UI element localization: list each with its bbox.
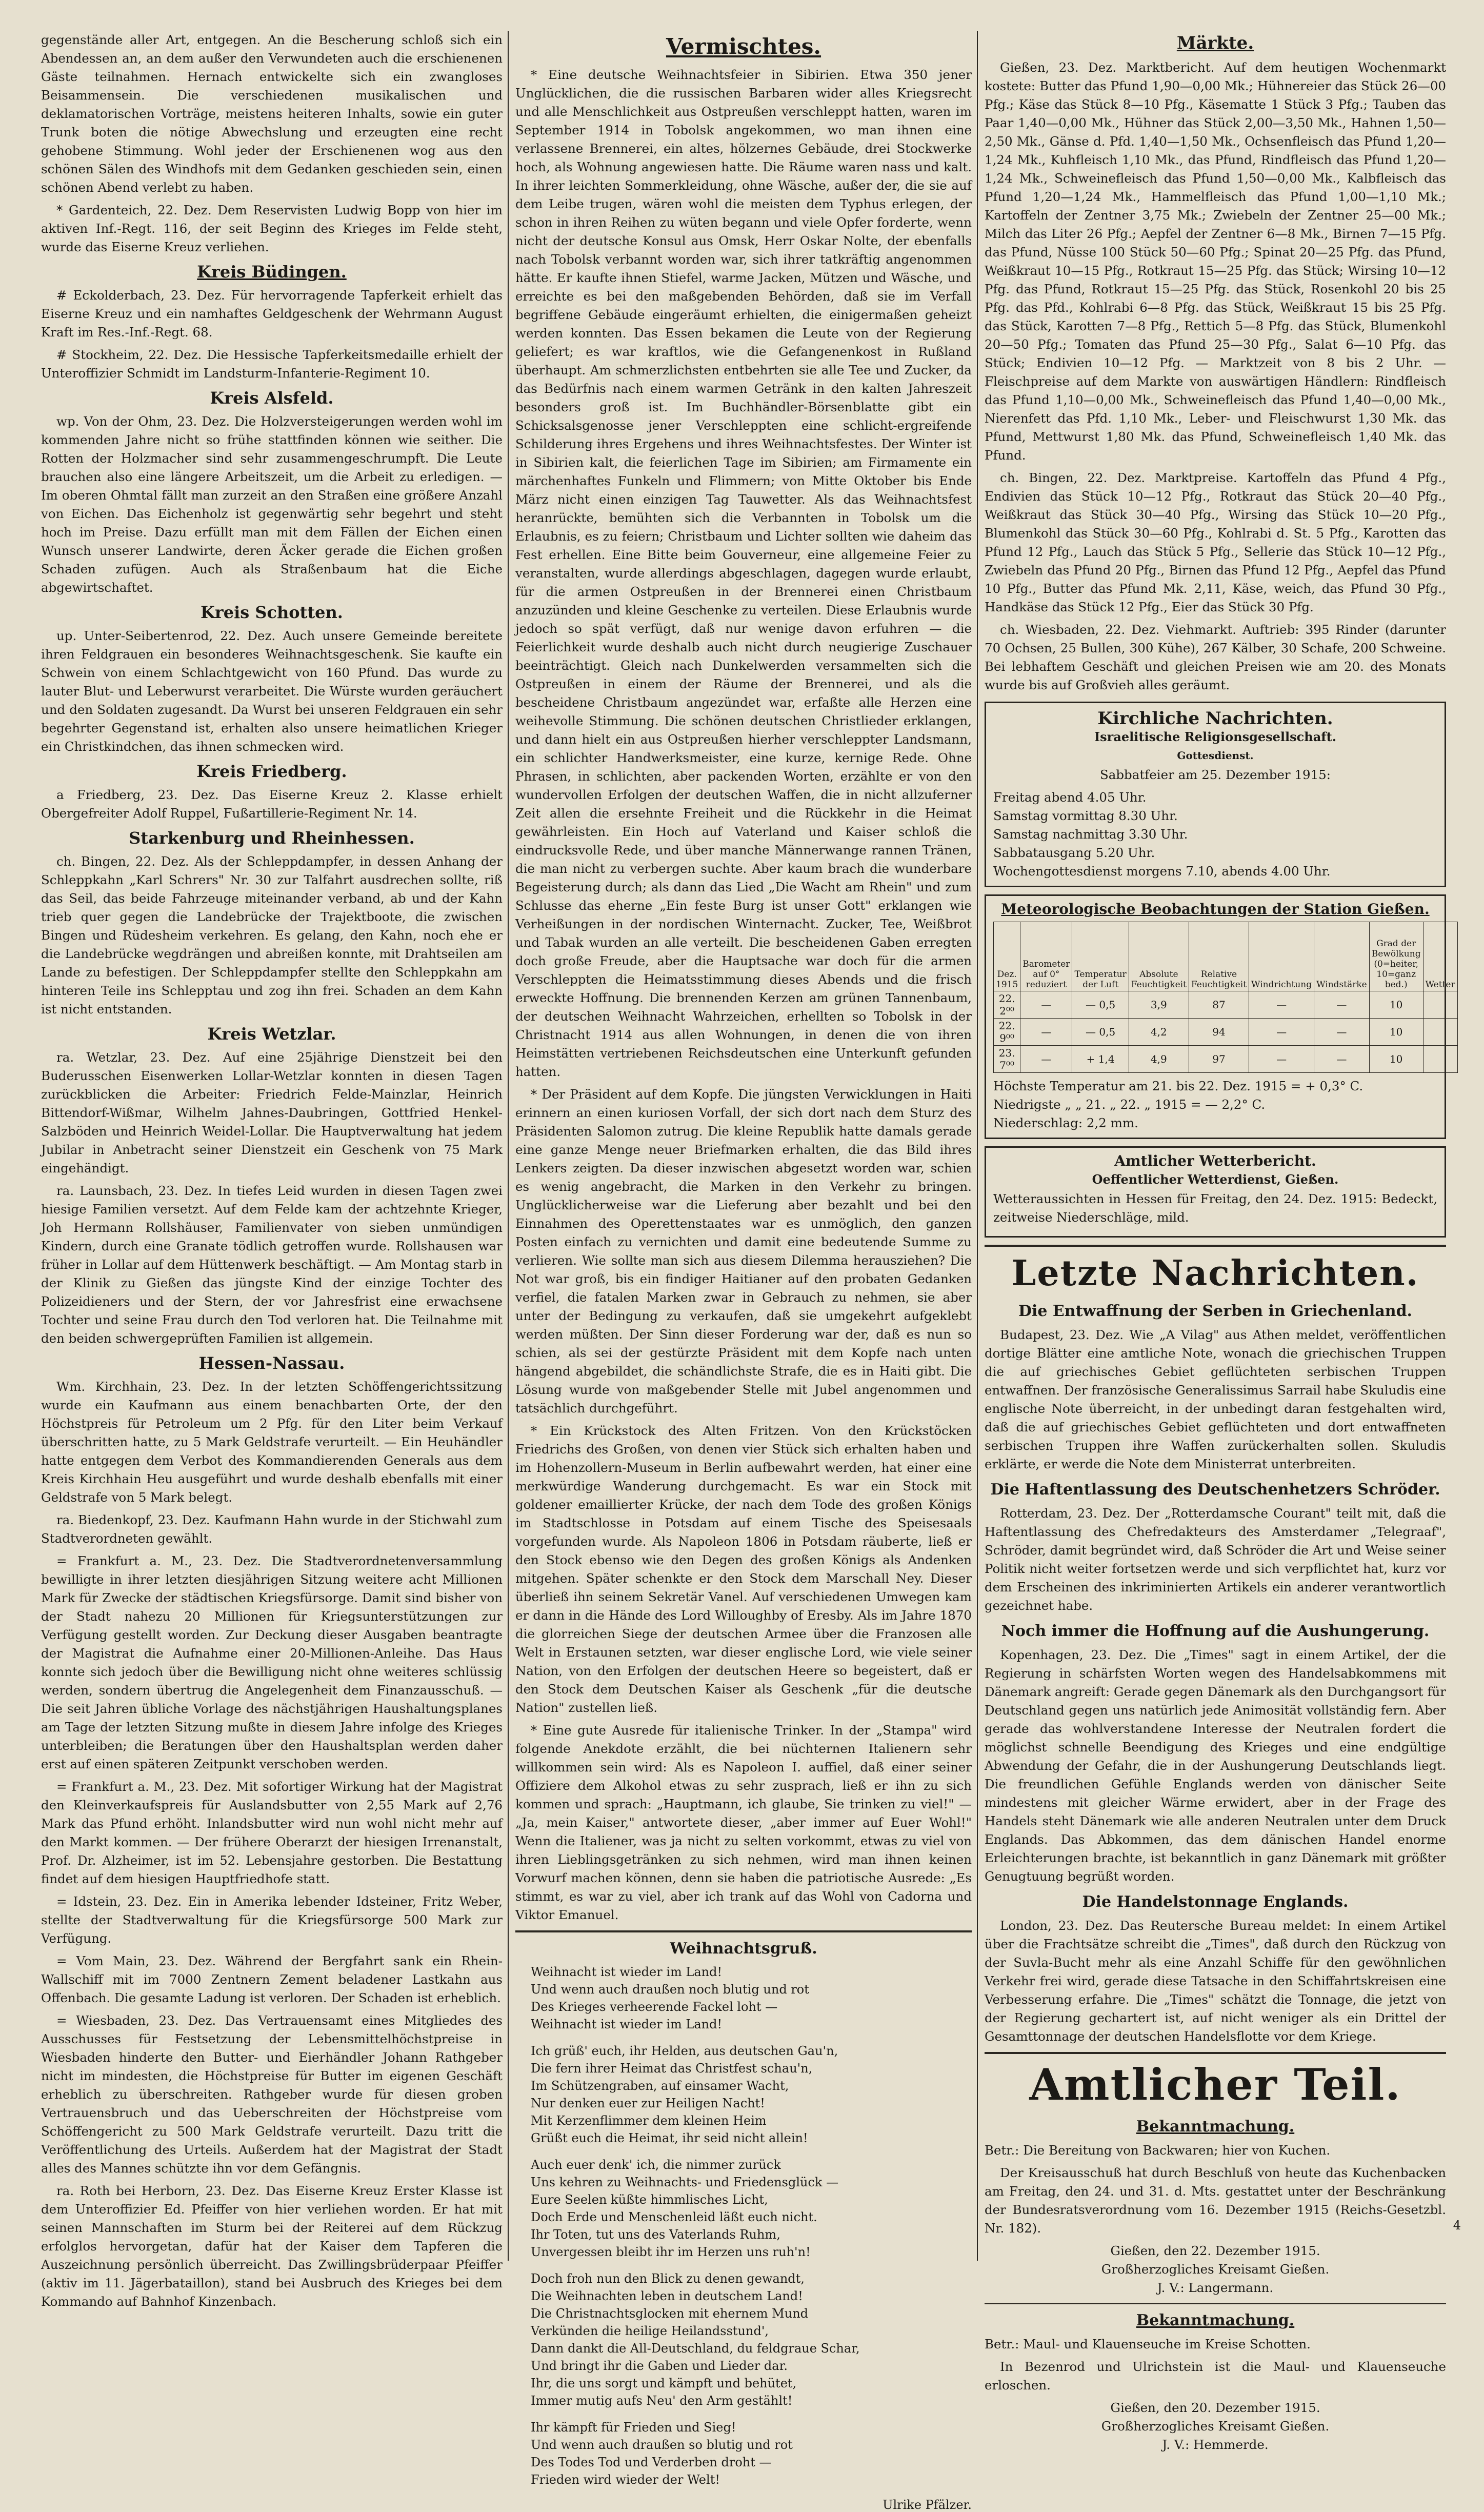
table-cell: — xyxy=(1314,991,1370,1019)
table-cell: — xyxy=(1020,1019,1072,1046)
met-header: Temperatur der Luft xyxy=(1072,922,1129,991)
poem-line: Im Schützengraben, auf einsamer Wacht, xyxy=(531,2079,789,2093)
news-text: Budapest, 23. Dez. Wie „A Vilag" aus Athen meldet, veröffentlichen dortige Blätter eine amtliche Note, wonach die griechischen Truppen die auf griechisches Gebiet geflüchteten serbischen Truppen entwaffnen. Der französische Generalissimus Sarrail habe Skuludis eine englische Note überreicht, in der unbedingt daran festgehalten wird, daß die auf griechisches Gebiet geflüchteten und dort entwaffneten serbischen Truppen ihre Waffen zurückerhalten sollen. Skuludis erklärte, er werde die Note dem Ministerrat unterbreiten. xyxy=(985,1327,1446,1471)
table-cell: + 1,4 xyxy=(1072,1046,1129,1073)
news-heading: Die Entwaffnung der Serben in Griechenland. xyxy=(1018,1302,1413,1320)
poem-line: Ihr Toten, tut uns des Vaterlands Ruhm, xyxy=(531,2227,780,2242)
section-heading: Kreis Büdingen. xyxy=(197,262,347,282)
article-paragraph: * Eine gute Ausrede für italienische Trinker. In der „Stampa" wird folgende Anekdote erzählt, die bei nüchternen Italienern sehr willkommen sein wird: Als es Napoleon I. auffiel, daß einer seiner Offiziere dem Alkohol etwas zu sehr zusprach, ließ er ihn zu sich kommen und sprach: „Hauptmann, ich glaube, Sie trinken zu viel!" — „Ja, mein Kaiser," antwortete dieser, „aber immer auf Euer Wohl!" Wenn die Italiener, was ja nicht zu selten vorkommt, etwas zu viel von ihren Lieblingsgetränken zu sich nehmen, wird man ihnen keinen Vorwurf machen können, denn sie haben die patriotische Ausrede: „Es stimmt, es war zu viel, aber ich trank auf das Wohl von Cadorna und Viktor Emanuel. xyxy=(515,1723,972,1922)
table-cell: — 0,5 xyxy=(1072,991,1129,1019)
table-row xyxy=(994,991,1458,1019)
poem-line: Die Weihnachten leben in deutschem Land! xyxy=(531,2289,803,2303)
table-cell: 10 xyxy=(1369,991,1423,1019)
poem-author: Ulrike Pfälzer. xyxy=(883,2498,972,2512)
table-cell: 97 xyxy=(1189,1046,1249,1073)
table-cell: 10 xyxy=(1369,1046,1423,1073)
wetter-text: Wetteraussichten in Hessen für Freitag, den 24. Dez. 1915: Bedeckt, zeitweise Niederschläge, mild. xyxy=(993,1191,1437,1225)
wetter-heading: Amtlicher Wetterbericht. xyxy=(1114,1152,1316,1169)
table-cell: — 0,5 xyxy=(1072,1019,1129,1046)
table-cell: — xyxy=(1314,1019,1370,1046)
article-paragraph: wp. Von der Ohm, 23. Dez. Die Holzversteigerungen werden wohl im kommenden Jahre nicht so frühe stattfinden können wie seither. Die Rotten der Holzmacher sind sehr zusammengeschrumpft. Die Leute brauchen also eine längere Arbeitszeit, um die Arbeit zu erledigen. — Im oberen Ohmtal fällt man zurzeit an den Straßen eine größere Anzahl von Eichen. Das Eichenholz ist gegenwärtig sehr begehrt und steht hoch im Preise. Dazu erfüllt man mit dem Fällen der Eichen einen Wunsch unserer Landwirte, deren Äcker gerade die Eichen großen Schaden zufügen. Auch als Straßenbaum hat die Eiche abgewirtschaftet. xyxy=(41,414,503,595)
table-cell: — xyxy=(1314,1046,1370,1073)
table-row xyxy=(994,1019,1458,1046)
article-paragraph: # Eckolderbach, 23. Dez. Für hervorragende Tapferkeit erhielt das Eiserne Kreuz und ein namhaftes Geldgeschenk der Wehrmann August Kraft im Res.-Inf.-Regt. 68. xyxy=(41,288,503,340)
maerkte-heading: Märkte. xyxy=(1176,33,1254,53)
divider xyxy=(985,2052,1446,2054)
table-cell: 94 xyxy=(1189,1019,1249,1046)
article-paragraph: Wm. Kirchhain, 23. Dez. In der letzten Schöffengerichtssitzung wurde ein Kaufmann aus einem benachbarten Orte, der den Höchstpreis für Petroleum um 2 Pfg. für den Liter beim Verkauf überschritten hatte, zu 5 Mark Geldstrafe verurteilt. — Ein Heuhändler hatte entgegen dem Verbot des Kommandierenden Generals aus dem Kreis Kirchhain Heu ausgeführt und wurde deshalb ebenfalls mit einer Geldstrafe von 5 Mark belegt. xyxy=(41,1379,503,1505)
poem-line: Und bringt ihr die Gaben und Lieder dar. xyxy=(531,2359,788,2373)
article-paragraph: ra. Wetzlar, 23. Dez. Auf eine 25jährige Dienstzeit bei den Buderusschen Eisenwerken Lollar-Wetzlar konnten in diesen Tagen zurückblicken die Arbeiter: Friedrich Felde-Mainzlar, Heinrich Bittendorf-Wißmar, Wilhelm Jahnes-Daubringen, Gottfried Henkel-Salzböden und Heinrich Weidel-Lollar. Die Hauptverwaltung hat jedem Jubilar in Anbetracht seiner Dienstzeit ein Geschenk von 75 Mark eingehändigt. xyxy=(41,1050,503,1175)
table-cell: 4,9 xyxy=(1129,1046,1189,1073)
poem-line: Ihr kämpft für Frieden und Sieg! xyxy=(531,2420,736,2435)
service-line: Sabbatausgang 5.20 Uhr. xyxy=(993,845,1155,860)
poem-line: Und wenn auch draußen noch blutig und rot xyxy=(531,1982,809,1997)
table-cell: 22. 2⁰⁰ xyxy=(994,991,1020,1019)
article-paragraph: ch. Wiesbaden, 22. Dez. Viehmarkt. Auftrieb: 395 Rinder (darunter 70 Ochsen, 25 Bullen, 300 Kühe), 267 Kälber, 30 Schafe, 200 Schweine. Bei lebhaftem Geschäft und gleichen Preisen wie am 20. des Monats wurde bis auf Großvieh alles geräumt. xyxy=(985,622,1446,692)
poem-stanza xyxy=(531,2042,972,2147)
news-text: Rotterdam, 23. Dez. Der „Rotterdamsche Courant" teilt mit, daß die Haftentlassung des Chefredakteurs des Amsterdamer „Telegraaf", Schröder, damit begründet wird, daß Schröder die Art und Weise seiner Politik nicht weiter fortsetzen werde und sich verpflichtet hat, kurz vor dem Erscheinen des inkriminierten Artikels ein anderer verantwortlich gezeichnet habe. xyxy=(985,1506,1446,1613)
poem-line: Doch froh nun den Blick zu denen gewandt, xyxy=(531,2271,805,2286)
poem-line: Des Krieges verheerende Fackel loht — xyxy=(531,2000,778,2014)
kirchliche-heading: Kirchliche Nachrichten. xyxy=(1097,708,1333,729)
met-footer-line: Höchste Temperatur am 21. bis 22. Dez. 1915 = + 0,3° C. xyxy=(993,1079,1363,1093)
table-row xyxy=(994,1046,1458,1073)
table-cell: — xyxy=(1020,1046,1072,1073)
section-heading: Hessen-Nassau. xyxy=(198,1353,345,1373)
wetterbericht-box xyxy=(985,1146,1446,1238)
article-paragraph: * Gardenteich, 22. Dez. Dem Reservisten Ludwig Bopp von hier im aktiven Inf.-Regt. 116, der seit Beginn des Krieges im Felde steht, wurde das Eiserne Kreuz verliehen. xyxy=(41,203,503,254)
poem-line: Mit Kerzenflimmer dem kleinen Heim xyxy=(531,2114,767,2128)
bekanntmachung-text: In Bezenrod und Ulrichstein ist die Maul- und Klauenseuche erloschen. xyxy=(985,2359,1446,2393)
bekanntmachung-heading: Bekanntmachung. xyxy=(1136,2118,1295,2136)
met-header: Dez. 1915 xyxy=(994,922,1020,991)
poem-line: Immer mutig aufs Neu' den Arm gestählt! xyxy=(531,2394,793,2408)
met-table xyxy=(993,922,1458,1073)
section-heading: Kreis Wetzlar. xyxy=(207,1024,336,1044)
bekanntmachung-heading: Bekanntmachung. xyxy=(1136,2311,1295,2329)
service-line: Sabbatfeier am 25. Dezember 1915: xyxy=(1099,767,1331,782)
poem-line: Doch Erde und Menschenleid läßt euch nicht. xyxy=(531,2210,817,2224)
poem-line: Grüßt euch die Heimat, ihr seid nicht allein! xyxy=(531,2131,808,2145)
divider xyxy=(985,1245,1446,1247)
met-header: Relative Feuchtigkeit xyxy=(1189,922,1249,991)
article-paragraph: * Ein Krückstock des Alten Fritzen. Von den Krückstöcken Friedrichs des Großen, von denen vier Stück sich erhalten haben und im Hohenzollern-Museum in Berlin aufbewahrt werden, hat einer eine merkwürdige Wanderung durchgemacht. Es war ein Stock mit goldener emaillierter Krücke, der nach dem Tode des großen Königs im Stadtschlosse in Potsdam auf einem Tische des Speisesaals vorgefunden wurde. Als Napoleon 1806 in Potsdam räuberte, ließ er den Stock ebenso wie den Degen des großen Königs als Andenken mitgehen. Später schenkte er den Stock dem Marschall Ney. Dieser überließ ihn seinem Sekretär Vanel. Auf verschiedenen Umwegen kam er dann in die Hände des Lord Willoughby of Eresby. Als im Jahre 1870 die glorreichen Siege der deutschen Armee über die Franzosen alle Welt in Erstaunen setzten, war dieser englische Lord, wie viele seiner Nation, von den Erfolgen der deutschen Heere so begeistert, daß er den Stock dem Deutschen Kaiser als Geschenk „für die deutsche Nation" zustellen ließ. xyxy=(515,1423,972,1715)
column-3 xyxy=(985,31,1455,2452)
amtlicher-teil-heading: Amtlicher Teil. xyxy=(1029,2059,1401,2110)
section-heading: Kreis Schotten. xyxy=(200,603,343,622)
bekanntmachung-signature: J. V.: Hemmerde. xyxy=(1162,2437,1269,2452)
poem-line: Unvergessen bleibt ihr im Herzen uns ruh'n! xyxy=(531,2245,811,2259)
table-cell xyxy=(1423,991,1457,1019)
divider xyxy=(985,2303,1446,2304)
kirchliche-subheading: Israelitische Religionsgesellschaft. xyxy=(1094,729,1337,744)
article-paragraph: a Friedberg, 23. Dez. Das Eiserne Kreuz 2. Klasse erhielt Obergefreiter Adolf Ruppel, Fußartillerie-Regiment Nr. 14. xyxy=(41,787,503,821)
poem-line: Und wenn auch draußen so blutig und rot xyxy=(531,2438,793,2452)
poem xyxy=(515,1939,972,2512)
article-paragraph: ch. Bingen, 22. Dez. Marktpreise. Kartoffeln das Pfund 4 Pfg., Endivien das Stück 10—12 Pfg., Rotkraut das Stück 20—40 Pfg., Weißkraut das Stück 30—40 Pfg., Wirsing das Stück 10—20 Pfg., Blumenkohl das Stück 30—60 Pfg., Kohlrabi d. St. 5 Pfg., Karotten das Pfund 12 Pfg., Lauch das Stück 5 Pfg., Sellerie das Stück 10—12 Pfg., Zwiebeln das Pfund 20 Pfg., Birnen das Pfund 12 Pfg., Aepfel das Pfund 10 Pfg., Butter das Pfund Mk. 2,11, Käse, weich, das Pfund 30 Pfg., Handkäse das Stück 12 Pfg., Eier das Stück 30 Pfg. xyxy=(985,470,1446,614)
poem-line: Des Todes Tod und Verderben droht — xyxy=(531,2455,772,2469)
bekanntmachung-text: Der Kreisausschuß hat durch Beschluß von heute das Kuchenbacken am Freitag, den 24. und 31. d. Mts. gestattet unter der Beschränkung der Bundesratsverordnung vom 16. Dezember 1915 (Reichs-Gesetzbl. Nr. 182). xyxy=(985,2165,1446,2236)
table-cell: — xyxy=(1020,991,1072,1019)
bekanntmachung-betr: Betr.: Maul- und Klauenseuche im Kreise Schotten. xyxy=(985,2337,1311,2351)
divider xyxy=(515,1930,972,1932)
table-cell: 10 xyxy=(1369,1019,1423,1046)
met-header: Wetter xyxy=(1423,922,1457,991)
table-cell: 22. 9⁰⁰ xyxy=(994,1019,1020,1046)
table-cell: — xyxy=(1249,1046,1314,1073)
article-paragraph: Gießen, 23. Dez. Marktbericht. Auf dem heutigen Wochenmarkt kostete: Butter das Pfund 1,90—0,00 Mk.; Hühnereier das Stück 26—00 Pfg.; Käse das Stück 8—10 Pfg., Käsematte 1 Stück 3 Pfg.; Tauben das Paar 1,40—0,00 Mk., Hühner das Stück 2,00—3,50 Mk., Hahnen 1,50—2,50 Mk., Gänse d. Pfd. 1,40—1,50 Mk., Ochsenfleisch das Pfund 1,20—1,24 Mk., Kuhfleisch 1,10 Mk., das Pfund, Rindfleisch das Pfund 1,20—1,24 Mk., Schweinefleisch das Pfund 1,50—0,00 Mk., Kalbfleisch das Pfund 1,20—1,24 Mk., Hammelfleisch das Pfund 1,00—1,10 Mk.; Kartoffeln der Zentner 3,75 Mk.; Zwiebeln der Zentner 25—00 Mk.; Milch das Liter 26 Pfg.; Aepfel der Zentner 6—8 Mk., Birnen 7—15 Pfg. das Pfund, Nüsse 100 Stück 50—60 Pfg.; Spinat 20—25 Pfg. das Pfund, Weißkraut 10—15 Pfg., Rotkraut 15—25 Pfg. das Stück; Wirsing 10—12 Pfg. das Pfund, Rotkraut 15—25 Pfg. das Stück, Rosenkohl 20 bis 25 Pfg. das Pfd., Kohlrabi 6—8 Pfg. das Stück, Weißkraut 15 bis 25 Pfg. das Stück, Karotten 7—8 Pfg., Rettich 5—8 Pfg. das Stück, Blumenkohl 20—50 Pfg.; Tomaten das Pfund 25—30 Pfg., Salat 6—10 Pfg. das Stück; Endivien 10—12 Pfg. — Marktzeit von 8 bis 2 Uhr. — Fleischpreise auf dem Markte von auswärtigen Händlern: Rindfleisch das Pfund 1,10—0,00 Mk., Schweinefleisch das Pfund 1,40—0,00 Mk., Nierenfett das Pfd. 1,10 Mk., Leber- und Fleischwurst 1,30 Mk. das Pfund, Mettwurst 1,80 Mk. das Pfund, Schweinefleisch 1,40 Mk. das Pfund. xyxy=(985,60,1446,463)
poem-line: Weihnacht ist wieder im Land! xyxy=(531,1965,723,1979)
article-paragraph: ra. Launsbach, 23. Dez. In tiefes Leid wurden in diesen Tagen zwei hiesige Familien versetzt. Auf dem Felde kam der achtzehnte Krieger, Joh Hermann Rollshäuser, Familienvater von sieben unmündigen Kindern, durch eine Granate tödlich getroffen wurde. Rollshausen war früher in Lollar auf dem Hüttenwerk beschäftigt. — Am Montag starb in der Klinik zu Gießen das jüngste Kind der einzige Tochter des Polizeidieners und der Stern, der vor Jahresfrist eine erwachsene Tochter und seine Frau durch den Tod verloren hat. Die Teilnahme mit den beiden schwergeprüften Familien ist allgemein. xyxy=(41,1183,503,1346)
poem-line: Ich grüß' euch, ihr Helden, aus deutschen Gau'n, xyxy=(531,2044,838,2058)
poem-title: Weihnachtsgruß. xyxy=(670,1940,817,1958)
article-paragraph: = Vom Main, 23. Dez. Während der Bergfahrt sank ein Rhein-Wallschiff mit im 7000 Zentnern Zement beladener Lastkahn aus Offenbach. Die gesamte Ladung ist verloren. Der Schaden ist erheblich. xyxy=(41,1953,503,2005)
service-line: Wochengottesdienst morgens 7.10, abends 4.00 Uhr. xyxy=(993,864,1331,879)
poem-stanza xyxy=(531,2156,972,2261)
bekanntmachung-signature: Gießen, den 20. Dezember 1915. xyxy=(1110,2400,1320,2415)
article-paragraph: ra. Roth bei Herborn, 23. Dez. Das Eiserne Kreuz Erster Klasse ist dem Unteroffizier Ed. Pfeiffer von hier verliehen worden. Er hat mit seinen Mannschaften im Sturm bei der Reiterei auf dem Rückzug erfolglos hervorgetan, dafür hat der Kaiser dem Tapferen die Auszeichnung persönlich überreicht. Das Zwillingsbrüderpaar Pfeiffer (aktiv im 11. Jägerbataillon), stand bei Ausbruch des Krieges bei dem Kommando auf Bahnhof Kinzenbach. xyxy=(41,2183,503,2309)
vermischtes-heading: Vermischtes. xyxy=(666,34,821,59)
article-paragraph: = Frankfurt a. M., 23. Dez. Mit sofortiger Wirkung hat der Magistrat den Kleinverkaufspreis für Auslandsbutter von 2,55 Mark auf 2,76 Mark das Pfund erhöht. Inlandsbutter wird nun wohl nicht mehr auf den Markt kommen. — Der frühere Oberarzt der hiesigen Irrenanstalt, Prof. Dr. Alzheimer, ist im 52. Lebensjahre gestorben. Die Bestattung findet auf dem hiesigen Hauptfriedhofe statt. xyxy=(41,1779,503,1886)
table-cell: 3,9 xyxy=(1129,991,1189,1019)
poem-line: Die Christnachtsglocken mit ehernem Mund xyxy=(531,2306,809,2321)
poem-line: Verkünden die heilige Heilandsstund', xyxy=(531,2324,769,2338)
column-2 xyxy=(515,31,972,2512)
met-header: Windrichtung xyxy=(1249,922,1314,991)
article-paragraph: up. Unter-Seibertenrod, 22. Dez. Auch unsere Gemeinde bereitete ihren Feldgrauen ein besonderes Weihnachtsgeschenk. Sie kaufte ein Schwein von einem Schlachtgewicht von 160 Pfund. Das wurde zu lauter Blut- und Leberwurst verarbeitet. Die Würste wurden geräuchert und den Soldaten zugesandt. Da Wurst bei unseren Feldgrauen ein sehr begehrter Gegenstand ist, erhalten also unsere heimatlichen Krieger ein Christkindchen, das ihnen schmecken wird. xyxy=(41,628,503,754)
poem-line: Eure Seelen küßte himmlisches Licht, xyxy=(531,2192,768,2207)
news-text: London, 23. Dez. Das Reutersche Bureau meldet: In einem Artikel über die Frachtsätze schreibt die „Times", daß durch den Rückzug von der Suvla-Bucht mehr als eine Anzahl Schiffe für den gewöhnlichen Verkehr frei wird, gerade diese Tatsache in den Schiffahrtskreisen eine Verbesserung erfahre. Die „Times" schätzt die Tonnage, die jetzt von der Regierung gechartert ist, auf nicht weniger als ein Drittel der Gesamttonnage der deutschen Handelsflotte vor dem Kriege. xyxy=(985,1918,1446,2044)
news-heading: Die Haftentlassung des Deutschenhetzers Schröder. xyxy=(990,1481,1440,1499)
met-footer-line: Niedrigste „ „ 21. „ 22. „ 1915 = — 2,2° C. xyxy=(993,1097,1266,1112)
column-rule-1 xyxy=(508,31,509,2261)
article-paragraph: gegenstände aller Art, entgegen. An die Bescherung schloß sich ein Abendessen an, an dem außer den Verwundeten auch die erschienenen Gäste teilnahmen. Hernach entwickelte sich ein zwangloses Beisammensein. Die verschiedenen musikalischen und deklamatorischen Vorträge, meistens heiteren Inhalts, sowie ein guter Trunk boten die nötige Abwechslung und erzeugten eine recht gehobene Stimmung. Wohl jeder der Erschienenen wog aus den schönen Sälen des Windhofs mit dem Gedanken geschieden sein, einen schönen Abend verlebt zu haben. xyxy=(41,32,503,195)
poem-line: Dann dankt die All-Deutschland, du feldgraue Schar, xyxy=(531,2341,860,2356)
bekanntmachung-betr: Betr.: Die Bereitung von Backwaren; hier von Kuchen. xyxy=(985,2143,1331,2158)
service-line: Samstag vormittag 8.30 Uhr. xyxy=(993,808,1178,823)
table-cell xyxy=(1423,1019,1457,1046)
poem-line: Uns kehren zu Weihnachts- und Friedensglück — xyxy=(531,2175,839,2189)
poem-line: Weihnacht ist wieder im Land! xyxy=(531,2017,723,2031)
table-cell: 87 xyxy=(1189,991,1249,1019)
bekanntmachung-signature: Großherzogliches Kreisamt Gießen. xyxy=(1101,2262,1330,2277)
poem-line: Die fern ihrer Heimat das Christfest schau'n, xyxy=(531,2061,813,2076)
article-paragraph: = Frankfurt a. M., 23. Dez. Die Stadtverordnetenversammlung bewilligte in ihrer letzten diesjährigen Sitzung weitere acht Millionen Mark für Zwecke der städtischen Kriegsfürsorge. Damit sind bisher von der Stadt nahezu 20 Millionen für Kriegsunterstützungen zur Verfügung gestellt worden. Zur Deckung dieser Ausgaben beantragte der Magistrat die Aufnahme einer 20-Millionen-Anleihe. Das Haus konnte sich jedoch über die Bewilligung nicht ohne weiteres schlüssig werden, sondern übertrug die Angelegenheit dem Finanzausschuß. — Die seit Jahren übliche Vorlage des nächstjährigen Haushaltungsplanes am Tage der letzten Sitzung mußte in diesem Jahre infolge des Krieges unterbleiben; die Beratungen über den Haushaltsplan werden daher erst auf einen späteren Zeitpunkt verschoben werden. xyxy=(41,1553,503,1771)
article-paragraph: ra. Biedenkopf, 23. Dez. Kaufmann Hahn wurde in der Stichwahl zum Stadtverordneten gewählt. xyxy=(41,1512,503,1546)
poem-line: Auch euer denk' ich, die nimmer zurück xyxy=(531,2158,781,2172)
table-cell: — xyxy=(1249,1019,1314,1046)
article-paragraph: = Idstein, 23. Dez. Ein in Amerika lebender Idsteiner, Fritz Weber, stellte der Stadtverwaltung für die Kriegsfürsorge 500 Mark zur Verfügung. xyxy=(41,1894,503,1946)
section-heading: Starkenburg und Rheinhessen. xyxy=(129,828,415,848)
poem-line: Ihr, die uns sorgt und kämpft und behütet, xyxy=(531,2376,797,2390)
news-heading: Noch immer die Hoffnung auf die Aushungerung. xyxy=(1001,1622,1430,1640)
bekanntmachung-signature: Gießen, den 22. Dezember 1915. xyxy=(1110,2243,1320,2258)
news-heading: Die Handelstonnage Englands. xyxy=(1082,1893,1349,1911)
poem-stanza xyxy=(531,2270,972,2409)
section-heading: Kreis Friedberg. xyxy=(196,762,347,781)
met-header: Windstärke xyxy=(1314,922,1370,991)
met-header: Absolute Feuchtigkeit xyxy=(1129,922,1189,991)
article-paragraph: # Stockheim, 22. Dez. Die Hessische Tapferkeitsmedaille erhielt der Unteroffizier Schmidt im Landsturm-Infanterie-Regiment 10. xyxy=(41,347,503,381)
article-paragraph: * Der Präsident auf dem Kopfe. Die jüngsten Verwicklungen in Haiti erinnern an einen kuriosen Vorfall, der sich dort nach dem Sturz des Präsidenten Salomon zutrug. Die kleine Republik hatte damals gerade eine ganze Menge neuer Briefmarken erhalten, die das Bild ihres Lenkers zeigten. Da dieser inzwischen abgesetzt worden war, schien es wenig angebracht, die Marken in den Verkehr zu bringen. Unglücklicherweise war die Lieferung aber bezahlt und bei den Einnahmen des Operettenstaates war es unmöglich, den ganzen Posten einfach zu vernichten und damit eine bedeutende Summe zu verlieren. Wie sollte man sich aus diesem Dilemma herausziehen? Die Not war groß, bis ein findiger Haitianer auf den probaten Gedanken verfiel, die fatalen Marken zwar in Gebrauch zu nehmen, sie aber unter der Bedingung zu verkaufen, daß sie umgekehrt aufgeklebt werden müßten. Der Sinn dieser Forderung war der, daß es nun so schien, als sei der gestürzte Präsident mit dem Kopfe nach unten hängend abgebildet, die schändlichste Strafe, die es in Haiti gibt. Die Lösung wurde von maßgebender Stelle mit Jubel angenommen und tatsächlich durchgeführt. xyxy=(515,1087,972,1416)
section-heading: Kreis Alsfeld. xyxy=(210,388,334,408)
news-text: Kopenhagen, 23. Dez. Die „Times" sagt in einem Artikel, der die Regierung in schärfsten Worten wegen des Handelsabkommens mit Dänemark angreift: Gerade gegen Dänemark als den Durchgangsort für Deutschland gegen uns natürlich jede Animosität vollständig fern. Aber gerade das wohlverstandene Interesse der Neutralen fordert die möglichst schnelle Beendigung des Krieges und eine endgültige Abwendung der Gefahr, die in der Aushungerung Deutschlands liegt. Die freundlichen Gefühle Englands werden von dänischer Seite mindestens mit gleicher Wärme erwidert, aber in der Frage des Handels steht Dänemark wie alle anderen Neutralen unter dem Druck Englands. Das Abkommen, das dem dänischen Handel enorme Erleichterungen brachte, ist bekanntlich in ganz Dänemark mit größter Genugtuung begrüßt worden. xyxy=(985,1647,1446,1884)
letzte-nachrichten-heading: Letzte Nachrichten. xyxy=(1011,1253,1419,1294)
table-cell: 23. 7⁰⁰ xyxy=(994,1046,1020,1073)
article-paragraph: ch. Bingen, 22. Dez. Als der Schleppdampfer, in dessen Anhang der Schleppkahn „Karl Schrers" Nr. 30 zur Talfahrt ausdrechen sollte, riß das Seil, das beide Fahrzeuge miteinander verband, ab und der Kahn trieb quer gegen die Landebrücke der Trajektboote, die zwischen Bingen und Rüdesheim verkehren. Es gelang, den Kahn, noch ehe er die Landebrücke wegdrängen und abreißen konnte, mit Drahtseilen am Lande zu befestigen. Der Schleppdampfer stellte den Schleppkahn am hinteren Teile ins Schlepptau und zog ihn frei. Schaden an dem Kahn ist nicht entstanden. xyxy=(41,854,503,1016)
kirchliche-nachrichten-box xyxy=(985,702,1446,887)
poem-stanza xyxy=(531,2419,972,2488)
bekanntmachung-signature: Großherzogliches Kreisamt Gießen. xyxy=(1101,2419,1330,2434)
service-line: Samstag nachmittag 3.30 Uhr. xyxy=(993,827,1188,842)
met-heading: Meteorologische Beobachtungen der Station Gießen. xyxy=(1001,901,1430,918)
poem-line: Nur denken euer zur Heiligen Nacht! xyxy=(531,2096,765,2110)
poem-stanza xyxy=(531,1963,972,2033)
column-rule-2 xyxy=(977,31,978,2261)
met-footer-line: Niederschlag: 2,2 mm. xyxy=(993,1115,1138,1130)
column-1 xyxy=(41,31,503,2309)
page-number: 4 xyxy=(1453,2218,1461,2232)
meteorological-box xyxy=(985,894,1455,1139)
wetter-subheading: Oeffentlicher Wetterdienst, Gießen. xyxy=(1092,1172,1339,1187)
met-header: Barometer auf 0° reduziert xyxy=(1020,922,1072,991)
table-cell xyxy=(1423,1046,1457,1073)
service-line: Freitag abend 4.05 Uhr. xyxy=(993,790,1147,805)
article-paragraph: * Eine deutsche Weihnachtsfeier in Sibirien. Etwa 350 jener Unglücklichen, die die russischen Barbaren wider alles Kriegsrecht und alle Menschlichkeit aus Ostpreußen verschleppt hatten, waren im September 1914 in Tobolsk angekommen, wo man ihnen eine verlassene Brennerei, ein altes, hölzernes Gebäude, drei Stockwerke hoch, als Wohnung angewiesen hatte. Die Räume waren nass und kalt. In ihrer leichten Sommerkleidung, ohne Wäsche, außer der, die sie auf dem Leibe trugen, wären wohl die meisten dem Typhus erlegen, der schon in ihren Reihen zu wüten begann und viele Opfer forderte, wenn nicht der deutsche Konsul aus Omsk, Herr Oskar Nolte, der ebenfalls nach Tobolsk verbannt worden war, sich ihrer tatkräftig angenommen hätte. Er kaufte ihnen Stiefel, warme Jacken, Mützen und Wäsche, und erreichte es bei den maßgebenden Behörden, daß sie im Verfall begriffene Gebäude eingeräumt erhielten, die einigermaßen geheizt werden konnten. Das Essen bekamen die Leute von der Regierung geliefert; es war kraftlos, wie die Gefangenenkost in Rußland überhaupt. Am schmerzlichsten entbehrten sie alle Tee und Zucker, da das Bedürfnis nach einem warmen Getränk in den kalten Jahreszeit besonders groß ist. Im Buchhändler-Börsenblatte gibt ein Schicksalsgenosse jener Verschleppten eine schlicht-ergreifende Schilderung ihres Ergehens und ihres Weihnachtsfestes. Der Winter ist in Sibirien kalt, die feierlichen Tage im Sibirien; am Firmamente ein märchenhaftes Funkeln und Flimmern; von Mitte Oktober bis Ende März nicht einen einzigen Tag Tauwetter. Als das Weihnachtsfest heranrückte, bemühten sich die Verbannten in Tobolsk um die Erlaubnis, es zu feiern; Christbaum und Lichter sollten wie daheim das Fest erhellen. Eine Bitte beim Gouverneur, eine allgemeine Feier zu veranstalten, wurde allerdings abgeschlagen, dagegen wurde erlaubt, für die armen Ostpreußen in der Brennerei einen Christbaum anzuzünden und kleine Geschenke zu verteilen. Diese Erlaubnis wurde jedoch so spät verfügt, daß nur wenige davon erfuhren — die Feierlichkeit wurde deshalb auch nicht durch neugierige Zuschauer beeinträchtigt. Gleich nach Dunkelwerden versammelten sich die Ostpreußen in einem der Räume der Brennerei, und als die bescheidene Christbaum angezündet war, erfaßte alle Herzen eine weihevolle Stimmung. Die schönen deutschen Christlieder erklangen, und dann hielt ein aus Ostpreußen hierher verschleppter Landsmann, ein schlichter Handwerksmeister, eine kurze, kernige Rede. Ohne Phrasen, in schlichten, aber packenden Worten, erzählte er von den wundervollen Erfolgen der deutschen Waffen, die in nicht allzuferner Zeit allen die ersehnte Freiheit und die Rückkehr in die Heimat gewährleisten. Ein Hoch auf Vaterland und Kaiser schloß die eindrucksvolle Rede, und über manche Männerwange rannen Tränen, die man nicht zu verbergen suchte. Aber kaum brach die wunderbare Begeisterung durch; als dann das Lied „Die Wacht am Rhein" und zum Schlusse das eherne „Ein feste Burg ist unser Gott" erklangen wie Verheißungen in der nordischen Winternacht. Zucker, Tee, Weißbrot und Tabak wurden an alle verteilt. Die bescheidenen Gaben erregten doch große Freude, aber die Hauptsache war doch für die armen Verschleppten die Heimatsstimmung dieses Abends und die frisch erweckte Hoffnung. Die brennenden Kerzen am grünen Tannenbaum, der deutschen Weihnacht Wahrzeichen, erhellten so Tobolsk in der Christnacht 1914 aus allen Wohnungen, in denen die von ihren Heimstätten vertriebenen Reichsdeutschen eine Unterkunft gefunden hatten. xyxy=(515,67,972,1079)
met-header-row xyxy=(994,922,1458,991)
table-cell: 4,2 xyxy=(1129,1019,1189,1046)
bekanntmachung-signature: J. V.: Langermann. xyxy=(1157,2280,1274,2295)
kirchliche-subheading-2: Gottesdienst. xyxy=(1177,749,1254,762)
met-header: Grad der Bewölkung (0=heiter, 10=ganz bed.) xyxy=(1369,922,1423,991)
article-paragraph: = Wiesbaden, 23. Dez. Das Vertrauensamt eines Mitgliedes des Ausschusses für Festsetzung der Lebensmittelhöchstpreise in Wiesbaden hinderte den Butter- und Eierhändler Johann Rathgeber nicht im mindesten, die Höchstpreise für Butter im eigenen Geschäft erheblich zu überschreiten. Rathgeber wurde für diesen groben Vertrauensbruch und das Ueberschreiten der Höchstpreise vom Schöffengericht zu 500 Mark Geldstrafe verurteilt. Dazu tritt die Veröffentlichung des Urteils. Außerdem hat der Magistrat der Stadt alles des Mannes schützte ihn vor dem Gefängnis. xyxy=(41,2013,503,2176)
poem-line: Frieden wird wieder der Welt! xyxy=(531,2473,720,2487)
table-cell: — xyxy=(1249,991,1314,1019)
